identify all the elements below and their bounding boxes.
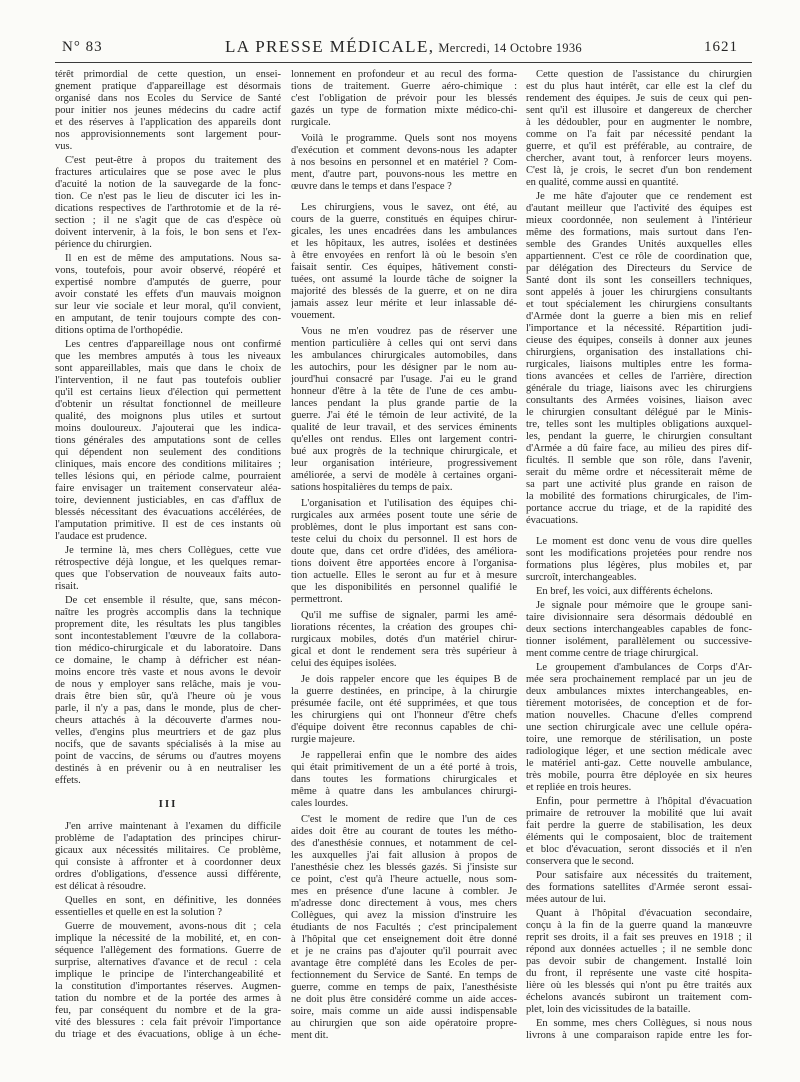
- text-line: deux sections interchangeables capables de fonc-: [526, 624, 752, 635]
- text-line: cours de la guerre, constitués en équipes chirur-: [291, 214, 517, 225]
- text-line: jamais assez leur mérite et leur inlassable dé-: [291, 298, 517, 309]
- text-line: comme on l'a fait par nécessité pendant la: [526, 129, 752, 140]
- text-line: doivent intervenir, à la fois, le bon sens et l'ex-: [55, 227, 281, 238]
- text-line: d'Armée a dû faire face, au milieu des pires dif-: [526, 443, 752, 454]
- text-line: le matériel anti-gaz. Cette nouvelle ambulance,: [526, 758, 752, 769]
- text-line: serait du même ordre et nécessiterait même de: [526, 467, 752, 478]
- paragraph: [526, 1018, 752, 1042]
- text-line: qui dépendent non seulement des conditions: [55, 447, 281, 458]
- paragraph: [291, 133, 517, 193]
- text-line: portance accrue du triage, et de la rapidité des: [526, 503, 752, 514]
- text-line: proprement dite, les résultats les plus tangibles: [55, 619, 281, 630]
- text-line: gicaux aux nécessités militaires. Ce problème,: [55, 845, 281, 856]
- text-line: taire divisionnaire sera désormais dédoublé en: [526, 612, 752, 623]
- text-line: en amputant, de tenir toujours compte des con-: [55, 313, 281, 324]
- text-line: Je signale pour mémoire que le groupe sani-: [536, 600, 752, 611]
- text-line: tion médico-chirurgicale et du laboratoire. Dans: [55, 643, 281, 654]
- text-line: térêt primordial de cette question, un ensei-: [55, 69, 281, 80]
- text-line: En bref, les voici, aux différents échelons.: [536, 586, 713, 597]
- text-line: qualité de leur travail, et des services éminents: [291, 422, 517, 433]
- text-line: des formations satellites d'Armée seront essai-: [526, 882, 752, 893]
- text-line: Collègues, qui avez la mission d'instruire les: [291, 910, 517, 921]
- text-line: rurgicales, liaisons multiples entre les forma-: [526, 359, 752, 370]
- text-line: C'est le moment de redire que l'un de ces: [301, 814, 517, 825]
- paragraph: [55, 69, 281, 153]
- text-line: en qualité, comme aussi en quantité.: [526, 177, 679, 188]
- text-line: permettront.: [291, 594, 343, 605]
- text-line: sont appelés à jouer les chirurgiens consultants: [526, 287, 752, 298]
- text-line: guerre. J'ai été le témoin de leur activité, de la: [291, 410, 517, 421]
- text-line: expertisé nombre d'amputés de guerre, pour: [55, 277, 281, 288]
- text-line: gical et dont le rendement sera très supérieur à: [291, 646, 517, 657]
- text-line: Pour satisfaire aux nécessités du traitement,: [536, 870, 752, 881]
- text-line: tuées, ont assumé la lourde tâche de soigner la: [291, 274, 517, 285]
- text-line: rendement des équipes. Je suis de ceux qui pen-: [526, 93, 752, 104]
- text-line: périence du chirurgien.: [55, 239, 152, 250]
- text-line: l'amputation primitive. Il est de ces instants où: [55, 519, 281, 530]
- text-line: risait.: [55, 581, 79, 592]
- paragraph: [526, 796, 752, 868]
- text-line: problème de l'adaptation des principes chirur-: [55, 833, 281, 844]
- issue-number: N° 83: [62, 39, 103, 55]
- text-line: consultants des Armées voisines, liaison avec: [526, 395, 752, 406]
- page-number: 1621: [704, 39, 738, 55]
- text-line: mée sera prochainement remplacé par un jeu de: [526, 674, 752, 685]
- text-line: implique la nécessité de la mobilité, et, en con-: [55, 933, 281, 944]
- text-line: étudiants de nos Facultés ; c'est principalement: [291, 922, 517, 933]
- text-line: tion. Ce n'est pas le lieu de discuter ici les in-: [55, 191, 281, 202]
- header-rule: [55, 62, 752, 63]
- text-line: séquence l'allègement des formations. Guerre de: [55, 945, 281, 956]
- text-line: reprit ses droits, il a fait ses preuves en 1918 ; il: [526, 932, 752, 943]
- text-line: chirurgiens, organisation des installations chi-: [526, 347, 752, 358]
- section-heading: III: [158, 798, 178, 810]
- text-line: organisé dans nos Ecoles du Service de Santé: [55, 93, 281, 104]
- text-line: Les centres d'appareillage nous ont confirmé: [65, 339, 281, 350]
- text-line: sations hospitalières du temps de paix.: [291, 482, 453, 493]
- text-line: ne doit plus être considéré comme un aide acces-: [291, 994, 517, 1005]
- text-line: rurgicale.: [291, 117, 331, 128]
- text-line: En somme, mes chers Collègues, si nous nous: [536, 1018, 752, 1029]
- text-line: répond aux données actuelles ; il ne semble donc: [526, 944, 752, 955]
- text-line: mieux coordonnée, non seulement à l'intérieur: [526, 215, 752, 226]
- text-line: Guerre de mouvement, avons-nous dit ; cela: [65, 921, 281, 932]
- text-line: avantage être complété dans les Ecoles de per-: [291, 958, 517, 969]
- text-line: sont les modifications projetées pour rendre nos: [526, 548, 752, 559]
- text-line: générale du triage, liaisons avec les chirurgiens: [526, 383, 752, 394]
- text-line: sont appareillables, mais que dans le choix de: [55, 363, 281, 374]
- text-line: radiologique léger, et une section médicale avec: [526, 746, 752, 757]
- text-line: majorité des blessés de la guerre, et on ne dira: [291, 286, 517, 297]
- text-line: nocifs, que de savants spécialisés à la mise au: [55, 739, 281, 750]
- text-line: présumée facile, ont été supprimées, et que tous: [291, 698, 517, 709]
- text-line: est du plus haut intérêt, car elle est la clef du: [526, 81, 752, 92]
- text-line: et les hôpitaux, les autres, isolées et destinées: [291, 238, 517, 249]
- text-line: aides doit être au courant de toutes les métho-: [291, 826, 517, 837]
- text-line: conservera que le second.: [526, 856, 634, 867]
- text-column-2: [291, 69, 517, 1042]
- text-line: sont incontestablement l'œuvre de la collabora-: [55, 631, 281, 642]
- text-line: faire envisager un traitement conservateur aléa-: [55, 483, 281, 494]
- paragraph: [526, 908, 752, 1016]
- text-line: toire, une remorque de stérilisation, un poste: [526, 734, 752, 745]
- paragraph: [55, 595, 281, 787]
- paragraph: [526, 662, 752, 794]
- text-line: les autochirs, pour les désigner par le nom au-: [291, 362, 517, 373]
- text-line: cales lourdes.: [291, 798, 349, 809]
- text-line: c'est l'obligation de prévoir pour les blessés: [291, 93, 517, 104]
- text-line: dications respectives de l'arthrotomie et de la ré-: [55, 203, 281, 214]
- paragraph: [526, 586, 752, 598]
- text-line: l'audace est prudence.: [55, 531, 147, 542]
- text-line: tions de traitement. Guerre aéro-chimique :: [291, 81, 517, 92]
- text-line: lière où les blessés qui n'ont pu être traités aux: [526, 980, 752, 991]
- text-line: cheurs attachés à la découverte d'armes nou-: [55, 715, 281, 726]
- text-line: lances pendant la plus grande partie de la: [291, 398, 517, 409]
- text-line: d'exécution et comment devons-nous les adapter: [291, 145, 517, 156]
- paragraph: [55, 339, 281, 543]
- text-line: Je dois rappeler encore que les équipes B de: [301, 674, 517, 685]
- text-line: rétrospective déjà longue, et les quelques remar-: [55, 557, 281, 568]
- text-line: surprise, alternatives d'avance et de recul : cela: [55, 957, 281, 968]
- text-line: tions doivent être apportées encore à l'organisa-: [291, 558, 517, 569]
- text-line: l'importance et la nécessité. Répartition judi-: [526, 323, 752, 334]
- text-line: destinés à en prévenir ou à en neutraliser les: [55, 763, 281, 774]
- text-line: moins encore très vaste et nous avons le devoir: [55, 667, 281, 678]
- text-line: ment dit.: [291, 1030, 329, 1041]
- text-line: est délicat à résoudre.: [55, 881, 146, 892]
- text-line: primaire de retrouver la mobilité que lui avait: [526, 808, 752, 819]
- text-line: gazés un type de formation mixte médico-chi-: [291, 105, 517, 116]
- text-line: drais être bien sûr, qu'à l'heure où je vous: [55, 691, 281, 702]
- paragraph: [526, 69, 752, 189]
- text-line: point de vaccins, de sérums ou d'autres moyens: [55, 751, 281, 762]
- text-line: Enfin, pour permettre à l'hôpital d'évacuation: [536, 796, 752, 807]
- text-line: mes en présence d'une lacune à combler. Je: [291, 886, 517, 897]
- text-line: problèmes, dont le plus important est sans con-: [291, 522, 517, 533]
- text-line: œuvre dans le temps et dans l'espace ?: [291, 181, 452, 192]
- text-line: implique le principe de l'interchangeabilité et: [55, 969, 281, 980]
- text-line: tation du nombre et de la portée des armes à: [55, 993, 281, 1004]
- text-line: Quelles en sont, en définitive, les données: [65, 895, 281, 906]
- text-line: d'Armée dont la guerre a bien mis en relief: [526, 311, 752, 322]
- paragraph: [291, 326, 517, 494]
- text-line: d'autant meilleur que l'activité des équipes est: [526, 203, 752, 214]
- text-line: Je me hâte d'ajouter que ce rendement est: [536, 191, 752, 202]
- paragraph: [55, 545, 281, 593]
- text-line: nos approvisionnements sont largement pour-: [55, 129, 281, 140]
- paragraph: [526, 600, 752, 660]
- text-line: lonnement en profondeur et au recul des forma-: [291, 69, 517, 80]
- text-line: sent qu'il est illusoire et dangereux de chercher: [526, 105, 752, 116]
- text-line: tions avancées et celles de l'arrière, direction: [526, 371, 752, 382]
- text-line: livrons à une comparaison rapide entre les for-: [526, 1030, 752, 1041]
- text-line: dans toutes les formations chirurgicales et: [291, 774, 517, 785]
- text-line: du front, il représente une vaste cité hospita-: [526, 968, 752, 979]
- text-line: Santé dont ils sont les conseillers techniques,: [526, 275, 752, 286]
- text-line: la mobilité des formations chirurgicales, de l'im-: [526, 491, 752, 502]
- text-line: vité des blessures : cela fait prévoir l'importance: [55, 1017, 281, 1028]
- text-line: honneur d'être à la tête de l'une de ces ambu-: [291, 386, 517, 397]
- text-line: surcroît, interchangeables.: [526, 572, 637, 583]
- text-line: d'équipe doivent être reconnus capables de chi-: [291, 722, 517, 733]
- page-header: [55, 36, 752, 60]
- text-line: ment comme centre de triage chirurgical.: [526, 648, 699, 659]
- text-line: cieuse des équipes, conseils à donner aux jeunes: [526, 335, 752, 346]
- text-line: et tout spécialement les chirurgiens consultants: [526, 299, 752, 310]
- text-line: jourd'hui consacré par l'usage. J'ai eu le grand: [291, 374, 517, 385]
- text-line: fait perdre la guerre de stabilisation, les deux: [526, 820, 752, 831]
- text-line: Je rappellerai enfin que le nombre des aides: [301, 750, 517, 761]
- paragraph: [291, 750, 517, 810]
- text-line: formations plus légères, plus mobiles et, par: [526, 560, 752, 571]
- text-line: pas devoir subir de changement. Installé loin: [526, 956, 752, 967]
- text-line: par délégation des Directeurs du Service de: [526, 263, 752, 274]
- text-line: rurgicaux mobiles, dotés d'un matériel chirur-: [291, 634, 517, 645]
- text-line: Qu'il me suffise de signaler, parmi les amé-: [301, 610, 517, 621]
- text-line: d'obtenir un résultat fonctionnel de meilleure: [55, 399, 281, 410]
- text-line: que les disponibilités en personnel qualifié le: [291, 582, 517, 593]
- text-line: de nous y employer sans relâche, mais je vou-: [55, 679, 281, 690]
- text-line: d'acuité la notion de la sauvegarde de la fonc-: [55, 179, 281, 190]
- text-line: velles, d'engins plus meurtriers et de gaz plus: [55, 727, 281, 738]
- text-line: et repliée en trois heures.: [526, 782, 632, 793]
- text-line: l'intervention, il ne faut pas toutefois oublier: [55, 375, 281, 386]
- text-line: ce domaine, le champ à défricher est néan-: [55, 655, 281, 666]
- paragraph: [291, 610, 517, 670]
- text-line: leur organisation intérieure, progressivement: [291, 458, 517, 469]
- text-line: rurgie majeure.: [291, 734, 355, 745]
- text-line: à les dédoubler, pour en augmenter le nombre,: [526, 117, 752, 128]
- text-line: toire, deviennent justiciables, en cas d'afflux de: [55, 495, 281, 506]
- text-line: C'est peut-être à propos du traitement des: [65, 155, 281, 166]
- text-line: plet, loin des vicissitudes de la bataille.: [526, 1004, 691, 1015]
- paragraph: [291, 814, 517, 1042]
- text-line: améliorée, a servi de modèle à certaines organi-: [291, 470, 517, 481]
- text-line: le chirurgien consultant délégué par le Minis-: [526, 407, 752, 418]
- text-line: Le moment est donc venu de vous dire quelles: [536, 536, 752, 547]
- text-line: Cette question de l'assistance du chirurgien: [536, 69, 752, 80]
- text-line: ment, d'autre part, pouvons-nous les mettre en: [291, 169, 517, 180]
- text-line: qualité, des moignons plus utiles et surtout: [55, 411, 281, 422]
- text-column-1: [55, 69, 281, 1041]
- paragraph: [291, 498, 517, 606]
- text-line: gicales, les unes encadrées dans les ambulances: [291, 226, 517, 237]
- text-line: au chirurgien que son aide opératoire propre-: [291, 1018, 517, 1029]
- paragraph: [526, 536, 752, 584]
- text-line: et des réserves à l'application des appareils dont: [55, 117, 281, 128]
- text-line: chercher, avant tout, à renforcer leurs moyens.: [526, 153, 752, 164]
- text-line: guerre, comme en temps de paix, l'anesthésiste: [291, 982, 517, 993]
- text-line: que les membres amputés à tous les niveaux: [55, 351, 281, 362]
- text-line: cliniques, mais encore des conditions militaires ;: [55, 459, 281, 470]
- text-line: telles lésions qui, en période calme, pourraient: [55, 471, 281, 482]
- text-line: qui consiste à affronter et à coordonner deux: [55, 857, 281, 868]
- text-line: pour initier nos jeunes médecins du cadre actif: [55, 105, 281, 116]
- text-line: rurgicales aux armées posent toute une série de: [291, 510, 517, 521]
- text-line: fectionnement du Service de Santé. En temps de: [291, 970, 517, 981]
- text-line: Quant à l'hôpital d'évacuation secondaire,: [536, 908, 752, 919]
- text-line: tion actuelle. Elles le seront au fur et à mesure: [291, 570, 517, 581]
- text-line: ficultés. Il semble que son rôle, dans l'avenir,: [526, 455, 752, 466]
- text-line: vus.: [55, 141, 73, 152]
- text-line: ditions optima de l'orthopédie.: [55, 325, 183, 336]
- text-line: celui des équipes isolées.: [291, 658, 397, 669]
- text-line: vons, toutefois, pour avoir observé, réopéré et: [55, 265, 281, 276]
- text-line: qu'elles ont rendus. Elles ont largement contri-: [291, 434, 517, 445]
- text-line: très mobile, pourra être déployée en six heures: [526, 770, 752, 781]
- issue-date: Mercredi, 14 Octobre 1936: [438, 41, 582, 55]
- paragraph: [291, 674, 517, 746]
- text-line: blessés nécessitant des évacuations accélérées, de: [55, 507, 281, 518]
- journal-title: LA PRESSE MÉDICALE,: [225, 37, 435, 56]
- text-line: la guerre destinées, en principe, à la chirurgie: [291, 686, 517, 697]
- text-line: même à quatre dans les ambulances chirurgi-: [291, 786, 517, 797]
- text-line: avoir constaté les effets d'un mauvais moignon: [55, 289, 281, 300]
- text-line: Le groupement d'ambulances de Corps d'Ar-: [536, 662, 752, 673]
- text-line: les ambulances chirurgicales automobiles, dans: [291, 350, 517, 361]
- text-line: effets.: [55, 775, 81, 786]
- text-line: De cet ensemble il résulte, que, sans mécon-: [65, 595, 281, 606]
- text-line: faisait sentir. Ces équipes, hâtivement consti-: [291, 262, 517, 273]
- text-line: Les chirurgiens, vous le savez, ont été, au: [301, 202, 517, 213]
- text-line: tionner isolément, parallèlement ou successive-: [526, 636, 752, 647]
- text-line: à nos besoins en personnel et en matériel ? Com-: [291, 157, 517, 168]
- text-line: éléments qui le composaient, bloc de traitement: [526, 832, 752, 843]
- text-line: naître les progrès accomplis dans la technique: [55, 607, 281, 618]
- text-line: moins douloureux. J'ajouterai que les indica-: [55, 423, 281, 434]
- text-line: qu'il est certains lieux d'élection qui permettent: [55, 387, 281, 398]
- paragraph: [291, 202, 517, 322]
- text-line: ce point, c'est qu'à l'heure actuelle, nous som-: [291, 874, 517, 885]
- text-line: parle, il n'y a pas, dans le monde, plus de cher-: [55, 703, 281, 714]
- text-line: du triage et des évacuations, oblige à un éche-: [55, 1029, 281, 1040]
- masthead: [55, 37, 752, 57]
- text-line: Vous ne m'en voudrez pas de réserver une: [301, 326, 517, 337]
- text-line: ordres d'obligations, d'essence aussi différente,: [55, 869, 281, 880]
- text-line: l'anesthésie chez les blessés gazés. Si j'insiste sur: [291, 862, 517, 873]
- text-column-3: [526, 69, 752, 1042]
- text-line: L'organisation et l'utilisation des équipes chi-: [301, 498, 517, 509]
- text-line: à l'hôpital que cet enseignement doit être donné: [291, 934, 517, 945]
- text-line: évacuations.: [526, 515, 579, 526]
- text-line: les auxquelles j'ai fait allusion à propos de: [291, 850, 517, 861]
- text-line: J'en arrive maintenant à l'examen du difficile: [65, 821, 281, 832]
- paragraph: [55, 821, 281, 893]
- text-line: tions générales des amputations sont de celles: [55, 435, 281, 446]
- text-line: la constitution d'importantes réserves. Augmen-: [55, 981, 281, 992]
- text-line: une section chirurgicale avec une cellule opéra-: [526, 722, 752, 733]
- text-line: bué aux progrès de la technique chirurgicale, et: [291, 446, 517, 457]
- paragraph: [55, 921, 281, 1041]
- text-line: section ; il ne s'agit que de cas d'espèce où: [55, 215, 281, 226]
- text-line: qui était primitivement de un a été porté à trois,: [291, 762, 517, 773]
- paragraph: [526, 191, 752, 527]
- text-line: les, pendant la guerre, le chirurgien consultant: [526, 431, 752, 442]
- text-line: mation nouvelles. Chacune d'elles comprend: [526, 710, 752, 721]
- text-line: même des formations, mais surtout dans l'en-: [526, 227, 752, 238]
- text-line: vouement.: [291, 310, 336, 321]
- text-line: et je ne crains pas d'ajouter qu'il pourrait avec: [291, 946, 517, 957]
- text-line: ques que l'observation de nouveaux faits auto-: [55, 569, 281, 580]
- text-line: gnement pratique d'appareillage est désormais: [55, 81, 281, 92]
- text-line: liorations récentes, la création des groupes chi-: [291, 622, 517, 633]
- paragraph: [55, 253, 281, 337]
- text-line: et bloc d'évacuation, seront dissociés et il n'en: [526, 844, 752, 855]
- text-line: Il en est de même des amputations. Nous sa-: [65, 253, 281, 264]
- text-line: soire, mais comme un aide aussi indispensable: [291, 1006, 517, 1017]
- text-line: mées autour de lui.: [526, 894, 606, 905]
- text-line: m'adresse donc directement à vous, mes chers: [291, 898, 517, 909]
- text-line: C'est là, je crois, le secret d'un bon rendement: [526, 165, 752, 176]
- paragraph: [526, 870, 752, 906]
- text-line: guerre, et qu'il est préférable, au contraire, de: [526, 141, 752, 152]
- text-line: tièrement motorisées, de conception et de for-: [526, 698, 752, 709]
- paragraph: [55, 895, 281, 919]
- text-line: fractures articulaires que se pose avec le plus: [55, 167, 281, 178]
- text-line: teste celui du choix du personnel. Il est hors de: [291, 534, 517, 545]
- text-line: les chirurgiens qui ont l'honneur d'être chefs: [291, 710, 517, 721]
- text-line: à être envoyées en renfort là où le besoin s'en: [291, 250, 517, 261]
- text-line: essentielles et quelle en est la solution ?: [55, 907, 223, 918]
- text-line: sa part une activité plus grande en raison de: [526, 479, 752, 490]
- text-line: sur leur vie sociale et leur moral, qu'il convient,: [55, 301, 281, 312]
- text-line: mention particulière à celles qui ont servi dans: [291, 338, 517, 349]
- text-line: échelons avancés subiront un traitement com-: [526, 992, 752, 1003]
- text-line: conçu à la fin de la guerre quand la manœuvre: [526, 920, 752, 931]
- text-line: tre, telles sont les multiples obligations auxquel-: [526, 419, 752, 430]
- paragraph: [291, 69, 517, 129]
- text-line: semble des Grandes Unités auxquelles elles: [526, 239, 752, 250]
- text-line: des d'anesthésie connues, et notamment de cel-: [291, 838, 517, 849]
- text-line: appartiennent. C'est ce rôle de coordination que,: [526, 251, 752, 262]
- text-line: doute que, dans cet ordre d'idées, des améliora-: [291, 546, 517, 557]
- text-line: deux ambulances mixtes interchangeables, en-: [526, 686, 752, 697]
- text-line: Je termine là, mes chers Collègues, cette vue: [65, 545, 281, 556]
- paragraph: [55, 155, 281, 251]
- text-line: Voilà le programme. Quels sont nos moyens: [301, 133, 517, 144]
- text-line: feu, par conséquent du nombre et de la gra-: [55, 1005, 281, 1016]
